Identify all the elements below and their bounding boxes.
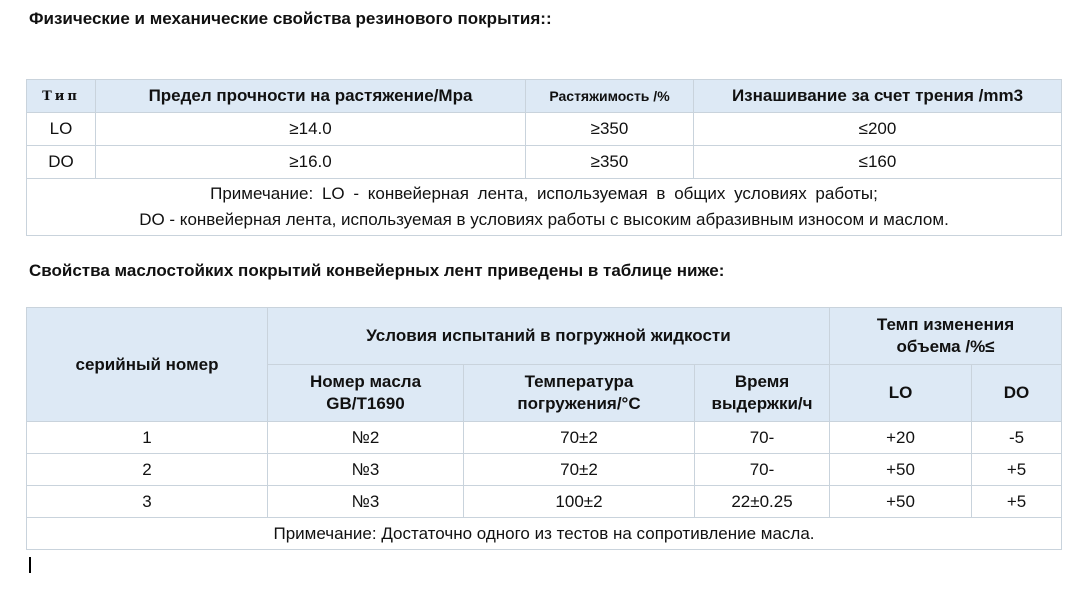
type-cell: LO: [27, 113, 96, 146]
temp-cell: 70±2: [464, 454, 695, 486]
volume-change-header: Темп изменения объема /%≤: [830, 308, 1062, 365]
oil-cell: №3: [268, 454, 464, 486]
type-cell: DO: [27, 146, 96, 179]
tensile-strength-header: Предел прочности на растяжение/Mpa: [96, 80, 526, 113]
lo-header: LO: [830, 365, 972, 422]
do-cell: -5: [972, 422, 1062, 454]
table-row: [27, 146, 1062, 179]
serial-number-header: серийный номер: [27, 308, 268, 422]
abrasion-cell: ≤200: [694, 113, 1062, 146]
elongation-header: Растяжимость /%: [526, 80, 694, 113]
conditions-header: Условия испытаний в погружной жидкости: [268, 308, 830, 365]
do-cell: +5: [972, 454, 1062, 486]
temp-cell: 100±2: [464, 486, 695, 518]
oil-cell: №3: [268, 486, 464, 518]
abrasion-cell: ≤160: [694, 146, 1062, 179]
tensile-cell: ≥14.0: [96, 113, 526, 146]
oil-cell: №2: [268, 422, 464, 454]
table-row: [27, 113, 1062, 146]
section-heading-oil-resistance: Свойства маслостойких покрытий конвейерных лент приведены в таблице ниже:: [29, 261, 725, 280]
abrasion-header: Изнашивание за счет трения /mm3: [694, 80, 1062, 113]
time-cell: 22±0.25: [695, 486, 830, 518]
table-note: Примечание: Достаточно одного из тестов на сопротивление масла.: [27, 518, 1062, 550]
elongation-cell: ≥350: [526, 113, 694, 146]
lo-cell: +20: [830, 422, 972, 454]
do-cell: +5: [972, 486, 1062, 518]
table-header-row: [27, 80, 1062, 113]
text-cursor: [29, 557, 31, 573]
note-line: Примечание: LO - конвейерная лента, используемая в общих условиях работы;: [210, 184, 878, 203]
table-note-row: [27, 518, 1062, 550]
serial-cell: 2: [27, 454, 268, 486]
section-heading-physical-properties: Физические и механические свойства резинового покрытия::: [29, 9, 552, 28]
lo-cell: +50: [830, 486, 972, 518]
table-note: [27, 179, 1062, 236]
table-row: [27, 454, 1062, 486]
oil-number-header: Номер масла GB/T1690: [268, 365, 464, 422]
oil-resistance-table: [26, 307, 1062, 550]
do-header: DO: [972, 365, 1062, 422]
physical-properties-table: [26, 79, 1062, 236]
serial-cell: 1: [27, 422, 268, 454]
elongation-cell: ≥350: [526, 146, 694, 179]
serial-cell: 3: [27, 486, 268, 518]
lo-cell: +50: [830, 454, 972, 486]
note-line: DO - конвейерная лента, используемая в условиях работы с высоким абразивным износом и маслом.: [139, 210, 949, 229]
table-note-row: [27, 179, 1062, 236]
tensile-cell: ≥16.0: [96, 146, 526, 179]
table-row: [27, 422, 1062, 454]
time-cell: 70-: [695, 454, 830, 486]
holding-time-header: Время выдержки/ч: [695, 365, 830, 422]
table-header-row: [27, 308, 1062, 365]
immersion-temperature-header: Температура погружения/°C: [464, 365, 695, 422]
temp-cell: 70±2: [464, 422, 695, 454]
type-header: Тип: [27, 80, 96, 113]
table-row: [27, 486, 1062, 518]
time-cell: 70-: [695, 422, 830, 454]
